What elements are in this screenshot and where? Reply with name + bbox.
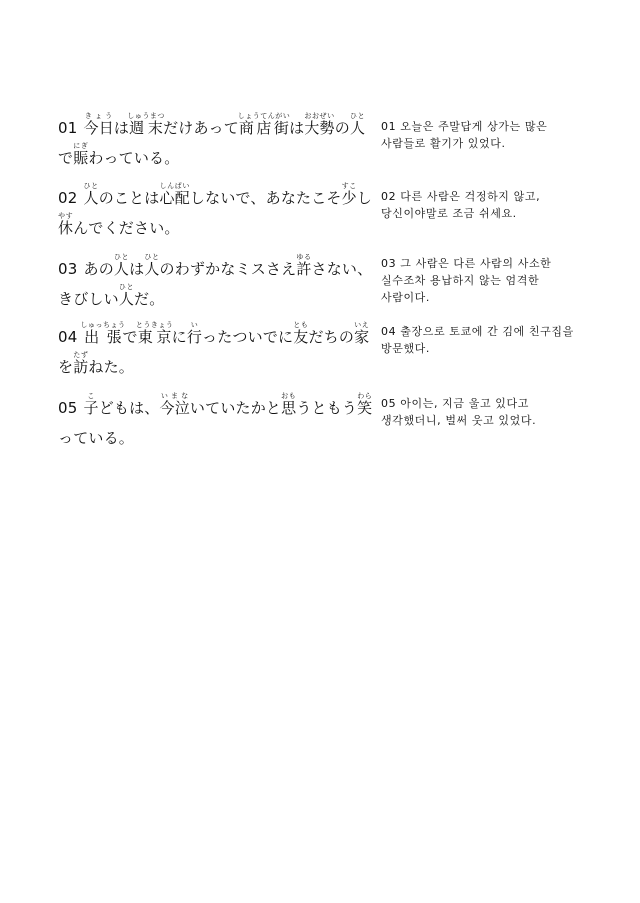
sentence-number: 02 — [58, 189, 78, 207]
sentence-number: 01 — [58, 119, 78, 137]
furigana-reading: ひと — [83, 182, 99, 190]
korean-translation: 01 오늘은 주말답게 상가는 많은 사람들로 활기가 있었다. — [381, 120, 548, 150]
furigana-reading: きょう — [83, 112, 114, 120]
sentence-text: どもは、 — [98, 399, 160, 417]
furigana-reading: い — [186, 321, 203, 329]
furigana-word: 人ひと — [118, 283, 135, 308]
furigana-reading: ゆる — [296, 253, 312, 261]
furigana-word: 子こ — [83, 392, 99, 417]
furigana-reading: わら — [357, 392, 373, 400]
furigana-reading: しゅうまつ — [127, 112, 165, 120]
furigana-reading: ひと — [349, 112, 366, 120]
sentence-text: し — [356, 189, 373, 207]
furigana-word: 大勢おおぜい — [304, 112, 335, 137]
japanese-sentence — [58, 321, 376, 382]
furigana-word: 心配しんぱい — [159, 182, 190, 207]
sentence-number: 05 — [58, 399, 78, 417]
sentence-text: わっている。 — [88, 149, 180, 167]
furigana-word: 東京とうきょう — [135, 321, 174, 346]
sentence-text: で — [122, 328, 138, 346]
furigana-word: 今日きょう — [83, 112, 114, 137]
sentence-text: の — [334, 119, 350, 137]
sentence-text: うともう — [296, 399, 358, 417]
furigana-word: 家いえ — [354, 321, 370, 346]
sentence-text: は — [289, 119, 305, 137]
furigana-reading: ひと — [144, 253, 160, 261]
furigana-reading: とうきょう — [135, 321, 174, 329]
furigana-word: 笑わら — [357, 392, 373, 417]
furigana-word: 人ひと — [113, 253, 130, 278]
korean-translation: 02 다른 사람은 걱정하지 않고, 당신이야말로 조금 쉬세요. — [381, 190, 541, 220]
japanese-sentence — [58, 253, 376, 314]
sentence-text: あの — [83, 260, 114, 278]
furigana-reading: おも — [281, 392, 297, 400]
furigana-reading: しんぱい — [159, 182, 190, 190]
furigana-reading: とも — [293, 321, 309, 329]
furigana-word: 少すこ — [341, 182, 357, 207]
furigana-reading: にぎ — [73, 142, 89, 150]
sentence-text: だ。 — [134, 290, 165, 308]
sentence-number: 04 — [58, 328, 78, 346]
korean-translation: 05 아이는, 지금 울고 있다고 생각했더니, 벌써 웃고 있었다. — [381, 397, 537, 427]
korean-translation: 03 그 사람은 다른 사람의 사소한 실수조차 용납하지 않는 엄격한 사람이다. — [381, 257, 552, 304]
furigana-reading: ひと — [113, 253, 130, 261]
furigana-word: 行い — [186, 321, 203, 346]
sentence-text: のわずかなミスさえ — [159, 260, 297, 278]
sentence-text: っている。 — [58, 429, 135, 447]
sentence-text: を — [58, 358, 74, 376]
furigana-reading: こ — [83, 392, 99, 400]
japanese-sentence — [58, 182, 376, 243]
furigana-reading: ひと — [118, 283, 135, 291]
sentence-text: ったついでに — [202, 328, 294, 346]
sentence-number: 03 — [58, 260, 78, 278]
furigana-word: 思おも — [281, 392, 297, 417]
sentence-text: のことは — [98, 189, 160, 207]
furigana-reading: おおぜい — [304, 112, 335, 120]
furigana-word: 訪たず — [73, 351, 89, 376]
furigana-reading: すこ — [341, 182, 357, 190]
furigana-reading: しょうてんがい — [237, 112, 291, 120]
sentence-text: だけあって — [163, 119, 239, 137]
furigana-reading: いまな — [159, 392, 190, 400]
sentence-text: は — [113, 119, 130, 137]
korean-translation: 04 출장으로 토쿄에 간 김에 친구집을 방문했다. — [381, 325, 574, 355]
furigana-word: 人ひと — [144, 253, 160, 278]
furigana-word: 週末しゅうまつ — [127, 112, 165, 137]
sentence-text: で — [58, 149, 74, 167]
sentence-text: に — [171, 328, 187, 346]
furigana-word: 今泣いまな — [159, 392, 190, 417]
sentence-text: ねた。 — [88, 358, 135, 376]
furigana-word: 人ひと — [349, 112, 366, 137]
furigana-reading: たず — [73, 351, 89, 359]
furigana-word: 賑にぎ — [73, 142, 89, 167]
furigana-reading: しゅっちょう — [80, 321, 126, 329]
sentence-text: しないで、あなたこそ — [189, 189, 342, 207]
furigana-reading: やす — [58, 212, 74, 220]
furigana-word: 商店街しょうてんがい — [237, 112, 291, 137]
sentence-text: だちの — [308, 328, 355, 346]
furigana-word: 出張しゅっちょう — [80, 321, 126, 346]
furigana-word: 人ひと — [83, 182, 99, 207]
japanese-sentence — [58, 112, 376, 173]
furigana-word: 許ゆる — [296, 253, 312, 278]
sentence-text: んでください。 — [73, 219, 180, 237]
sentence-text: は — [129, 260, 145, 278]
furigana-word: 休やす — [58, 212, 74, 237]
furigana-word: 友とも — [293, 321, 309, 346]
sentence-text: さない、きびしい — [58, 260, 373, 308]
furigana-reading: いえ — [354, 321, 370, 329]
sentence-text: いていたかと — [189, 399, 282, 417]
japanese-sentence — [58, 392, 376, 453]
